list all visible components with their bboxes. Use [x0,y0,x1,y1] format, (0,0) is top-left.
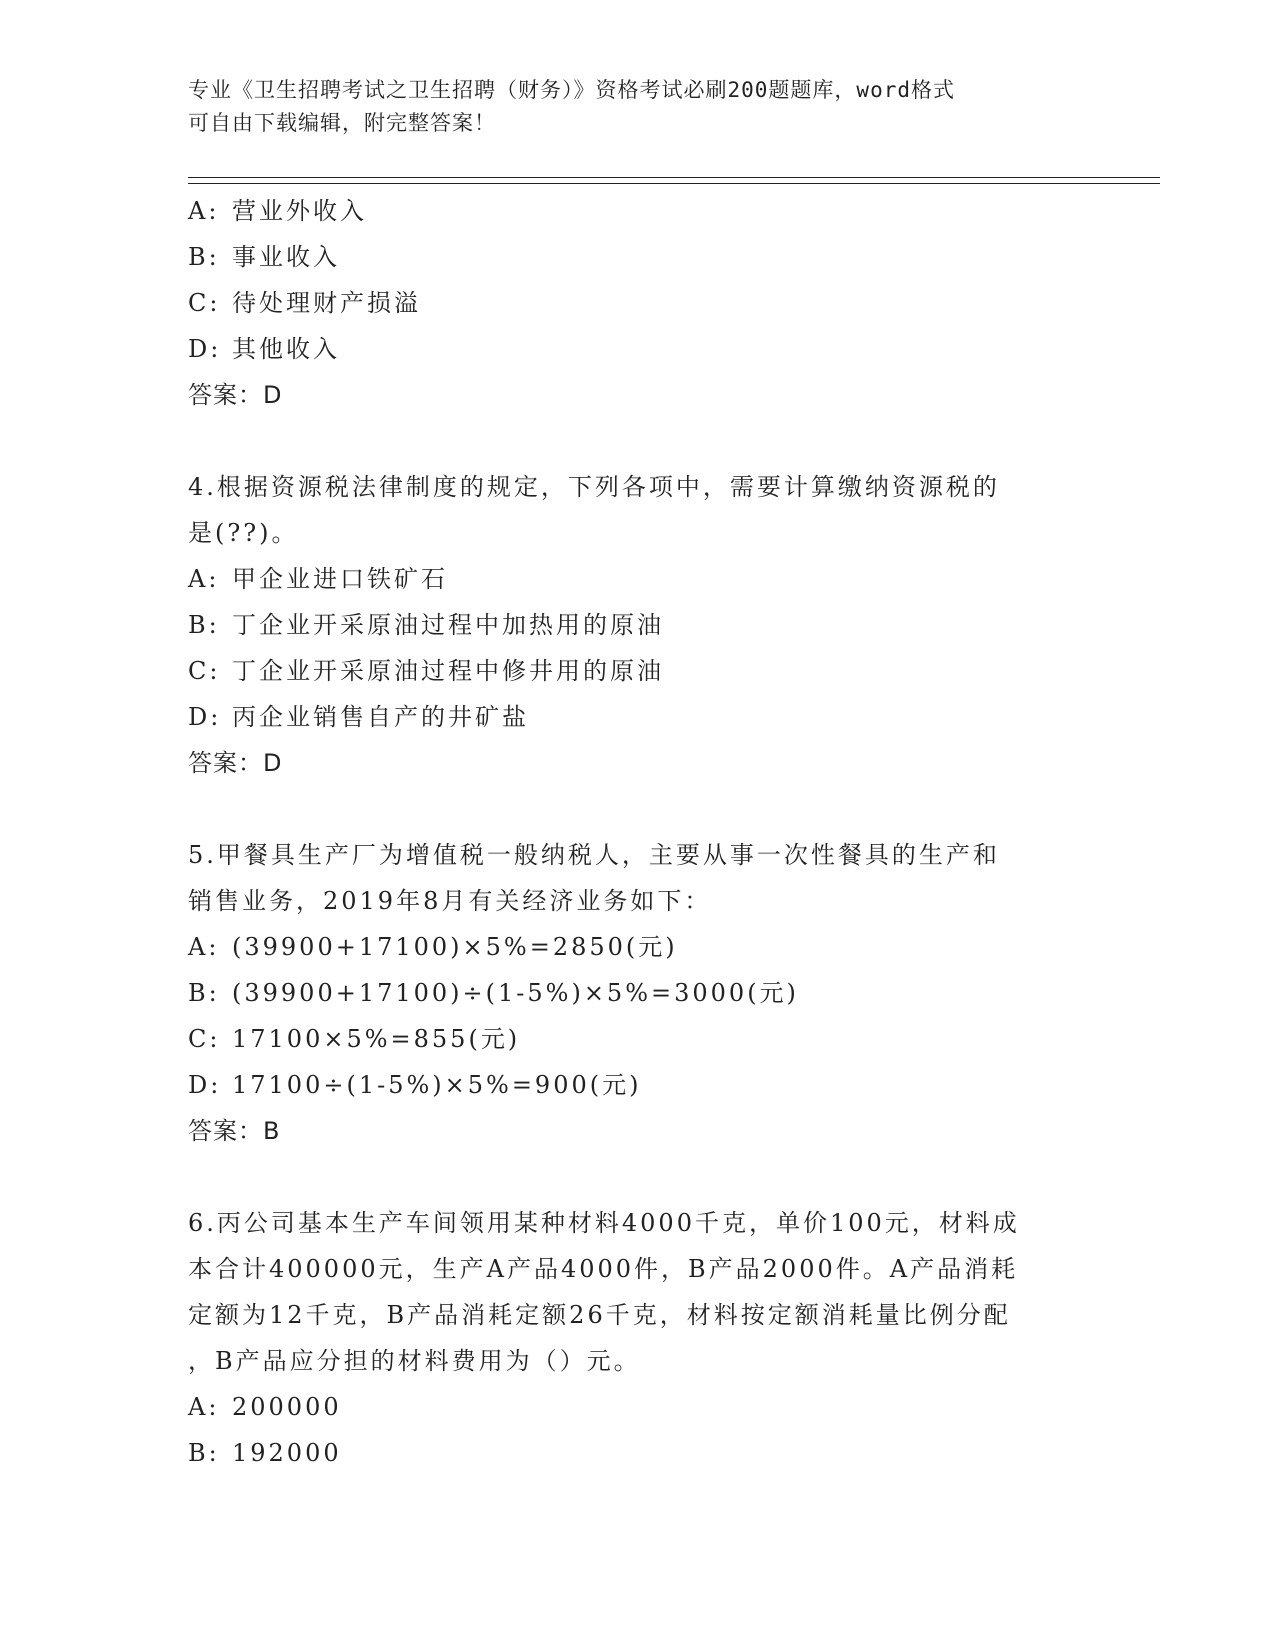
question-6-stem-line-2: 本合计400000元，生产A产品4000件，B产品2000件。A产品消耗 [188,1255,1019,1283]
option-label: B: [188,611,220,639]
option-b [188,1430,1148,1476]
option-text: 事业收入 [232,243,340,271]
document-body [188,188,1148,1476]
option-b [188,234,1148,280]
question-6-stem-line-4: ，B产品应分担的材料费用为（）元。 [188,1347,641,1375]
question-6-stem-line-3: 定额为12千克，B产品消耗定额26千克，材料按定额消耗量比例分配 [188,1301,1011,1329]
option-a [188,556,1148,602]
header-divider-bottom [188,183,1160,184]
option-c [188,1016,1148,1062]
option-label: B: [188,1439,220,1467]
option-text: 丙企业销售自产的井矿盐 [232,703,529,731]
option-d [188,326,1148,372]
option-label: A: [188,933,220,961]
option-d [188,694,1148,740]
option-label: A: [188,565,220,593]
option-a [188,188,1148,234]
question-5-stem-line-1: 5.甲餐具生产厂为增值税一般纳税人，主要从事一次性餐具的生产和 [188,841,1000,869]
option-text: (39900+17100)×5%=2850(元) [232,933,678,961]
question-3-options [188,188,1148,372]
option-text: 营业外收入 [232,197,367,225]
question-5-answer: 答案：B [188,1117,281,1145]
option-label: A: [188,1393,220,1421]
option-label: A: [188,197,220,225]
option-d [188,1062,1148,1108]
option-label: B: [188,243,220,271]
option-text: 丁企业开采原油过程中修井用的原油 [232,657,664,685]
header-title-line-1: 专业《卫生招聘考试之卫生招聘（财务）》资格考试必刷200题题库，word格式 [188,78,955,102]
document-header [188,74,1088,140]
question-4-stem-line-2: 是(??)。 [188,519,299,547]
option-text: 其他收入 [232,335,340,363]
option-b [188,970,1148,1016]
spacer [188,786,1148,832]
option-a [188,924,1148,970]
option-text: 丁企业开采原油过程中加热用的原油 [232,611,664,639]
option-c [188,648,1148,694]
option-label: C: [188,1025,221,1053]
option-c [188,280,1148,326]
option-text: 17100÷(1-5%)×5%=900(元) [232,1071,642,1099]
question-4-stem-line-1: 4.根据资源税法律制度的规定，下列各项中，需要计算缴纳资源税的 [188,473,1000,501]
option-label: C: [188,289,221,317]
question-3-answer: 答案：D [188,381,283,409]
option-a [188,1384,1148,1430]
header-divider-top [188,177,1160,178]
option-b [188,602,1148,648]
option-text: 甲企业进口铁矿石 [232,565,448,593]
question-5-stem-line-2: 销售业务，2019年8月有关经济业务如下： [188,887,712,915]
option-text: (39900+17100)÷(1-5%)×5%=3000(元) [232,979,799,1007]
option-label: C: [188,657,221,685]
option-text: 17100×5%=855(元) [232,1025,521,1053]
option-text: 待处理财产损溢 [232,289,421,317]
option-label: B: [188,979,220,1007]
spacer [188,1154,1148,1200]
option-text: 192000 [232,1439,342,1467]
question-6-stem-line-1: 6.丙公司基本生产车间领用某种材料4000千克，单价100元，材料成 [188,1209,1020,1237]
header-title-line-2: 可自由下载编辑，附完整答案！ [188,111,496,135]
option-label: D: [188,1071,222,1099]
option-label: D: [188,335,222,363]
option-text: 200000 [232,1393,342,1421]
spacer [188,418,1148,464]
question-4-answer: 答案：D [188,749,283,777]
option-label: D: [188,703,222,731]
